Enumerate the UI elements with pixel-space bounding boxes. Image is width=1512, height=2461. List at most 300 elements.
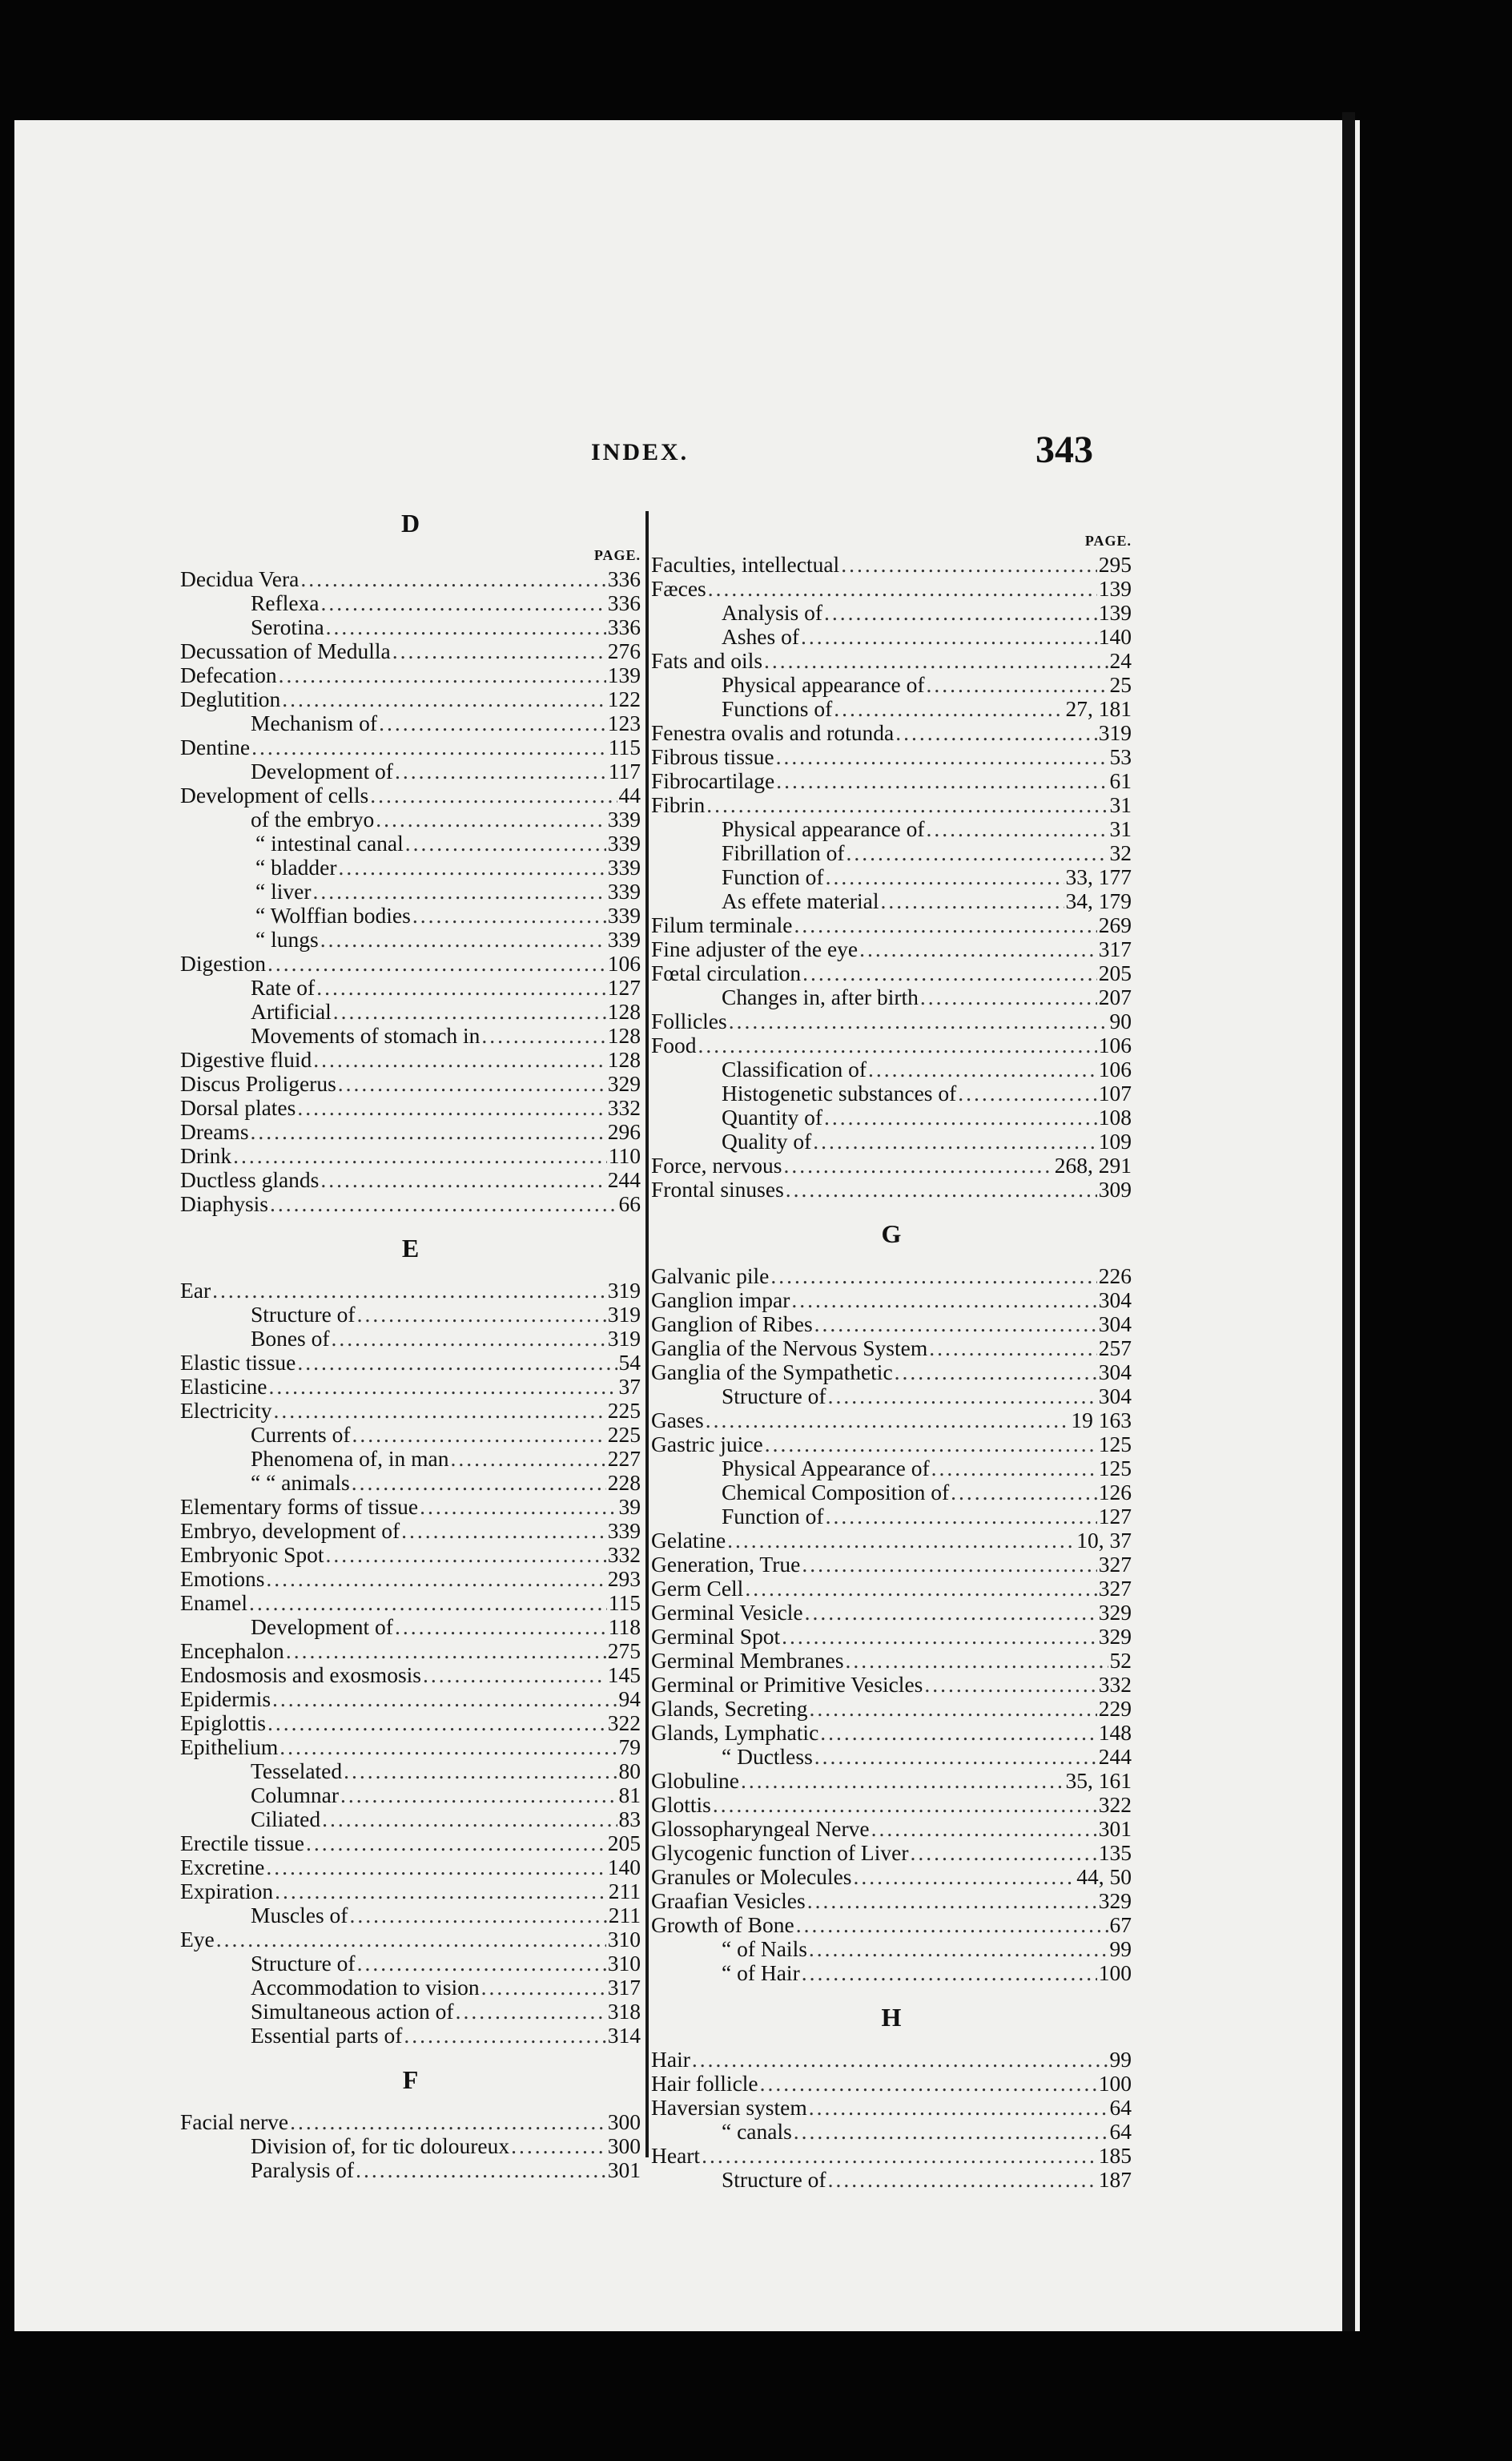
dot-leader — [511, 2134, 606, 2158]
dot-leader — [306, 1831, 606, 1855]
entry-page: 318 — [607, 1999, 641, 2024]
index-entry — [180, 1120, 641, 1144]
entry-term: Fine adjuster of the eye — [651, 936, 859, 961]
index-entry — [651, 553, 1132, 577]
index-entry — [651, 2072, 1132, 2096]
dot-leader — [927, 817, 1108, 841]
dot-leader — [828, 2168, 1097, 2192]
dot-leader — [814, 1745, 1097, 1769]
entry-term: Epidermis — [180, 1686, 271, 1711]
entry-page: 127 — [1098, 1504, 1132, 1529]
entry-page: 115 — [608, 1590, 641, 1615]
entry-term: Elementary forms of tissue — [180, 1494, 419, 1519]
index-entry — [180, 976, 641, 1000]
entry-term: Glottis — [651, 1792, 711, 1817]
entry-page: 319 — [607, 1326, 641, 1351]
entry-term: Fats and oils — [651, 648, 763, 673]
entry-term: Generation, True — [651, 1552, 801, 1577]
dot-leader — [297, 1096, 605, 1120]
entry-term: of the embryo — [251, 807, 375, 832]
dot-leader — [356, 2158, 606, 2182]
entry-term: Germinal Spot — [651, 1624, 781, 1649]
entry-page: 229 — [1098, 1696, 1132, 1721]
dot-leader — [290, 2110, 606, 2134]
entry-page: 140 — [607, 1855, 641, 1879]
dot-leader — [859, 937, 1097, 961]
index-entry — [651, 1130, 1132, 1154]
entry-page: 32 — [1109, 840, 1132, 865]
entry-page: 79 — [618, 1734, 641, 1759]
entry-page: 107 — [1098, 1081, 1132, 1106]
dot-leader — [282, 687, 605, 711]
dot-leader — [267, 952, 606, 976]
index-entry — [651, 649, 1132, 673]
dot-leader — [286, 1639, 606, 1663]
entry-page: 128 — [607, 1047, 641, 1072]
index-entry — [180, 1303, 641, 1327]
index-entry — [651, 1577, 1132, 1601]
index-entry — [651, 1057, 1132, 1081]
dot-leader — [395, 759, 607, 783]
index-entry — [180, 1375, 641, 1399]
page-number: 343 — [1035, 429, 1093, 471]
entry-page: 39 — [618, 1494, 641, 1519]
entry-term: “ of Hair — [722, 1960, 800, 1985]
entry-term: Structure of — [251, 1302, 356, 1327]
entry-page: 339 — [607, 1518, 641, 1543]
entry-term: Diaphysis — [180, 1191, 268, 1216]
entry-term: Analysis of — [722, 600, 823, 625]
dot-leader — [268, 1375, 617, 1399]
dot-leader — [776, 769, 1108, 793]
index-entry — [180, 1639, 641, 1663]
page-column-header: PAGE. — [1084, 533, 1132, 549]
entry-term: Embryonic Spot — [180, 1542, 324, 1567]
entry-term: Endosmosis and exosmosis — [180, 1662, 421, 1687]
entry-term: Emotions — [180, 1566, 265, 1591]
entry-term: Germ Cell — [651, 1576, 744, 1601]
entry-page: 122 — [607, 687, 641, 711]
dot-leader — [713, 1793, 1097, 1817]
index-entry — [180, 2024, 641, 2048]
entry-page: 139 — [1098, 576, 1132, 601]
entry-term: Fæces — [651, 576, 706, 601]
entry-page: 319 — [607, 1278, 641, 1303]
index-entry — [651, 1178, 1132, 1202]
dot-leader — [352, 1423, 606, 1447]
entry-page: 100 — [1098, 1960, 1132, 1985]
entry-page: 336 — [607, 566, 641, 591]
entry-term: “ liver — [255, 879, 312, 904]
dot-leader — [692, 2048, 1108, 2072]
dot-leader — [927, 673, 1108, 697]
entry-term: Fenestra ovalis and rotunda — [651, 720, 895, 745]
entry-page: 61 — [1109, 768, 1132, 793]
index-entry — [651, 1106, 1132, 1130]
dot-leader — [332, 1327, 606, 1351]
entry-term: Fibrin — [651, 792, 706, 817]
dot-leader — [791, 1288, 1096, 1312]
entry-page: 319 — [607, 1302, 641, 1327]
dot-leader — [279, 1735, 617, 1759]
entry-page: 24 — [1109, 648, 1132, 673]
dot-leader — [951, 1480, 1097, 1504]
index-entry — [180, 1591, 641, 1615]
entry-page: 44, 50 — [1076, 1864, 1132, 1889]
entry-term: Glands, Secreting — [651, 1696, 808, 1721]
entry-page: 310 — [607, 1951, 641, 1976]
entry-term: Dorsal plates — [180, 1095, 296, 1120]
dot-leader — [911, 1841, 1097, 1865]
dot-leader — [871, 1817, 1097, 1841]
entry-term: Function of — [722, 1504, 824, 1529]
entry-term: Development of cells — [180, 783, 369, 808]
entry-term: Heart — [651, 2143, 701, 2168]
dot-leader — [853, 1865, 1075, 1889]
entry-term: Excretine — [180, 1855, 265, 1879]
dot-leader — [267, 1711, 606, 1735]
entry-page: 66 — [618, 1191, 641, 1216]
section-letter: G — [881, 1219, 902, 1248]
entry-term: Galvanic pile — [651, 1263, 770, 1288]
entry-term: Drink — [180, 1143, 232, 1168]
entry-page: 125 — [1098, 1432, 1132, 1456]
entry-page: 339 — [607, 855, 641, 880]
index-entry — [651, 1264, 1132, 1288]
index-entry — [651, 1913, 1132, 1937]
entry-term: Hair follicle — [651, 2071, 758, 2096]
entry-term: Tesselated — [251, 1758, 343, 1783]
dot-leader — [708, 577, 1097, 601]
dot-leader — [931, 1456, 1097, 1480]
entry-term: “ “ animals — [251, 1470, 350, 1495]
entry-term: Haversian system — [651, 2095, 807, 2120]
index-entry — [180, 1735, 641, 1759]
entry-term: Essential parts of — [251, 2023, 403, 2048]
entry-term: Ganglion impar — [651, 1287, 790, 1312]
index-entry — [651, 1288, 1132, 1312]
entry-page: 329 — [1098, 1600, 1132, 1625]
dot-leader — [216, 1927, 606, 1951]
dot-leader — [357, 1303, 606, 1327]
dot-leader — [760, 2072, 1097, 2096]
entry-term: “ intestinal canal — [255, 831, 404, 856]
entry-page: 339 — [607, 927, 641, 952]
entry-page: 322 — [1098, 1792, 1132, 1817]
entry-term: Encephalon — [180, 1638, 284, 1663]
entry-term: Digestion — [180, 951, 266, 976]
index-entry — [651, 1673, 1132, 1697]
index-entry — [180, 1976, 641, 2000]
entry-page: 99 — [1109, 1936, 1132, 1961]
index-entry — [180, 591, 641, 615]
page-column-header: PAGE. — [593, 547, 641, 563]
entry-page: 64 — [1109, 2119, 1132, 2144]
index-entry — [180, 2000, 641, 2024]
entry-page: 127 — [607, 975, 641, 1000]
index-entry — [180, 1024, 641, 1048]
dot-leader — [895, 1360, 1097, 1384]
entry-term: Glossopharyngeal Nerve — [651, 1816, 870, 1841]
entry-page: 339 — [607, 831, 641, 856]
index-entry — [651, 2048, 1132, 2072]
entry-page: 187 — [1098, 2167, 1132, 2192]
dot-leader — [802, 961, 1097, 985]
dot-leader — [801, 625, 1097, 649]
dot-leader — [846, 1649, 1108, 1673]
entry-term: Decussation of Medulla — [180, 638, 391, 663]
entry-page: 109 — [1098, 1129, 1132, 1154]
entry-page: 140 — [1098, 624, 1132, 649]
dot-leader — [765, 1432, 1097, 1456]
entry-page: 19 163 — [1071, 1408, 1132, 1432]
entry-term: Artificial — [251, 999, 332, 1024]
entry-page: 44 — [618, 783, 641, 808]
index-entry — [651, 697, 1132, 721]
entry-term: Decidua Vera — [180, 566, 300, 591]
index-entry — [651, 889, 1132, 913]
entry-page: 90 — [1109, 1009, 1132, 1033]
index-entry — [651, 1432, 1132, 1456]
index-entry — [180, 783, 641, 808]
dot-leader — [370, 783, 617, 808]
index-entry — [180, 1447, 641, 1471]
dot-leader — [745, 1577, 1096, 1601]
index-entry — [651, 817, 1132, 841]
entry-page: 300 — [607, 2133, 641, 2158]
entry-page: 25 — [1109, 672, 1132, 697]
entry-term: Frontal sinuses — [651, 1177, 784, 1202]
entry-term: Hair — [651, 2047, 690, 2072]
entry-term: Gastric juice — [651, 1432, 763, 1456]
entry-term: Classification of — [722, 1057, 867, 1081]
index-entry — [180, 1759, 641, 1783]
dot-leader — [420, 1495, 617, 1519]
dot-leader — [320, 1168, 605, 1192]
dot-leader — [275, 1879, 607, 1903]
entry-term: Facial nerve — [180, 2109, 289, 2134]
entry-term: Currents of — [251, 1422, 351, 1447]
entry-page: 81 — [618, 1782, 641, 1807]
entry-page: 205 — [1098, 961, 1132, 985]
column-rule — [645, 511, 649, 2157]
dot-leader — [316, 976, 606, 1000]
entry-term: Ear — [180, 1278, 211, 1303]
entry-term: Growth of Bone — [651, 1912, 794, 1937]
index-entry — [651, 673, 1132, 697]
index-entry — [651, 1312, 1132, 1336]
dot-leader — [802, 1961, 1097, 1985]
index-entry — [180, 711, 641, 735]
entry-term: Defecation — [180, 663, 277, 687]
dot-leader — [802, 1553, 1096, 1577]
dot-leader — [401, 1519, 606, 1543]
dot-leader — [826, 1504, 1097, 1529]
entry-page: 332 — [607, 1542, 641, 1567]
entry-page: 117 — [608, 759, 641, 783]
index-entry — [651, 1009, 1132, 1033]
entry-term: Faculties, intellectual — [651, 552, 840, 577]
dot-leader — [326, 1543, 606, 1567]
entry-page: 54 — [618, 1350, 641, 1375]
index-entry — [180, 1903, 641, 1927]
index-entry — [180, 1144, 641, 1168]
dot-leader — [895, 721, 1097, 745]
index-entry — [180, 2134, 641, 2158]
dot-leader — [312, 880, 605, 904]
entry-page: 135 — [1098, 1840, 1132, 1865]
entry-page: 99 — [1109, 2047, 1132, 2072]
index-entry — [180, 1471, 641, 1495]
entry-term: Histogenetic substances of — [722, 1081, 957, 1106]
dot-leader — [868, 1057, 1097, 1081]
index-entry — [651, 1081, 1132, 1106]
entry-term: Bones of — [251, 1326, 330, 1351]
entry-page: 123 — [607, 711, 641, 735]
dot-leader — [344, 1759, 617, 1783]
index-entry — [651, 865, 1132, 889]
entry-term: Quantity of — [722, 1105, 823, 1130]
entry-term: Digestive fluid — [180, 1047, 312, 1072]
dot-leader — [340, 1783, 617, 1807]
index-entry — [651, 1697, 1132, 1721]
entry-page: 332 — [607, 1095, 641, 1120]
index-entry — [180, 1351, 641, 1375]
dot-leader — [392, 639, 606, 663]
entry-page: 33, 177 — [1065, 864, 1132, 889]
entry-term: Electricity — [180, 1398, 272, 1423]
dot-leader — [481, 1976, 606, 2000]
dot-leader — [339, 856, 606, 880]
entry-page: 327 — [1098, 1576, 1132, 1601]
entry-page: 53 — [1109, 744, 1132, 769]
entry-page: 304 — [1098, 1384, 1132, 1408]
entry-page: 205 — [607, 1831, 641, 1855]
entry-page: 31 — [1109, 816, 1132, 841]
entry-term: Elastic tissue — [180, 1350, 296, 1375]
dot-leader — [794, 913, 1096, 937]
index-entry — [180, 1519, 641, 1543]
index-entry — [651, 793, 1132, 817]
index-entry — [180, 2158, 641, 2182]
dot-leader — [326, 615, 606, 639]
dot-leader — [924, 1673, 1096, 1697]
entry-page: 329 — [1098, 1624, 1132, 1649]
dot-leader — [320, 928, 606, 952]
entry-page: 128 — [607, 1023, 641, 1048]
entry-term: “ bladder — [255, 855, 337, 880]
entry-term: Physical Appearance of — [722, 1456, 930, 1480]
dot-leader — [395, 1615, 607, 1639]
index-entry — [180, 808, 641, 832]
entry-term: Gelatine — [651, 1528, 726, 1553]
dot-leader — [727, 1529, 1075, 1553]
entry-term: “ Wolffian bodies — [255, 903, 411, 928]
entry-term: Granules or Molecules — [651, 1864, 852, 1889]
dot-leader — [880, 889, 1064, 913]
entry-page: 110 — [608, 1143, 641, 1168]
entry-page: 295 — [1098, 552, 1132, 577]
dot-leader — [702, 2144, 1097, 2168]
index-entry — [651, 1769, 1132, 1793]
index-entry — [180, 904, 641, 928]
entry-page: 304 — [1098, 1359, 1132, 1384]
entry-page: 268, 291 — [1054, 1153, 1132, 1178]
entry-term: Mechanism of — [251, 711, 378, 735]
dot-leader — [274, 1399, 606, 1423]
index-entry — [651, 1625, 1132, 1649]
dot-leader — [270, 1192, 617, 1216]
index-entry — [180, 1495, 641, 1519]
entry-term: Graafian Vesicles — [651, 1888, 806, 1913]
entry-page: 275 — [607, 1638, 641, 1663]
dot-leader — [814, 1312, 1097, 1336]
section-letter: D — [400, 509, 420, 538]
index-entry — [651, 1480, 1132, 1504]
dot-leader — [376, 808, 605, 832]
entry-page: 207 — [1098, 985, 1132, 1009]
index-entry — [651, 1841, 1132, 1865]
dot-leader — [729, 1009, 1108, 1033]
entry-term: Germinal or Primitive Vesicles — [651, 1672, 923, 1697]
entry-page: 227 — [607, 1446, 641, 1471]
index-entry — [180, 1951, 641, 1976]
entry-term: Muscles of — [251, 1903, 348, 1927]
entry-page: 100 — [1098, 2071, 1132, 2096]
entry-page: 322 — [607, 1710, 641, 1735]
index-entry — [180, 1399, 641, 1423]
entry-term: Paralysis of — [251, 2157, 355, 2182]
dot-leader — [698, 1033, 1097, 1057]
index-entry — [180, 2110, 641, 2134]
index-entry — [180, 1279, 641, 1303]
entry-term: Physical appearance of — [722, 672, 925, 697]
entry-term: Fibrocartilage — [651, 768, 775, 793]
entry-page: 211 — [608, 1879, 641, 1903]
entry-page: 304 — [1098, 1287, 1132, 1312]
dot-leader — [313, 1048, 606, 1072]
entry-term: Reflexa — [251, 590, 320, 615]
index-entry — [651, 961, 1132, 985]
index-entry — [180, 1072, 641, 1096]
index-entry — [180, 639, 641, 663]
index-entry — [651, 1408, 1132, 1432]
entry-page: 276 — [607, 638, 641, 663]
entry-term: Serotina — [251, 614, 324, 639]
index-entry — [180, 1615, 641, 1639]
entry-page: 52 — [1109, 1648, 1132, 1673]
dot-leader — [349, 1903, 606, 1927]
index-entry — [180, 856, 641, 880]
index-entry — [651, 2096, 1132, 2120]
entry-term: Expiration — [180, 1879, 274, 1903]
dot-leader — [783, 1154, 1052, 1178]
entry-term: “ lungs — [255, 927, 319, 952]
entry-page: 94 — [618, 1686, 641, 1711]
entry-term: Structure of — [722, 2167, 826, 2192]
index-entry — [651, 1937, 1132, 1961]
running-head — [14, 429, 1360, 474]
entry-page: 300 — [607, 2109, 641, 2134]
dot-leader — [266, 1567, 605, 1591]
index-entry — [651, 2168, 1132, 2192]
dot-leader — [809, 2096, 1108, 2120]
dot-leader — [251, 1120, 606, 1144]
entry-page: 35, 161 — [1065, 1768, 1132, 1793]
entry-term: Ciliated — [251, 1806, 321, 1831]
entry-term: As effete material — [722, 888, 879, 913]
dot-leader — [764, 649, 1108, 673]
